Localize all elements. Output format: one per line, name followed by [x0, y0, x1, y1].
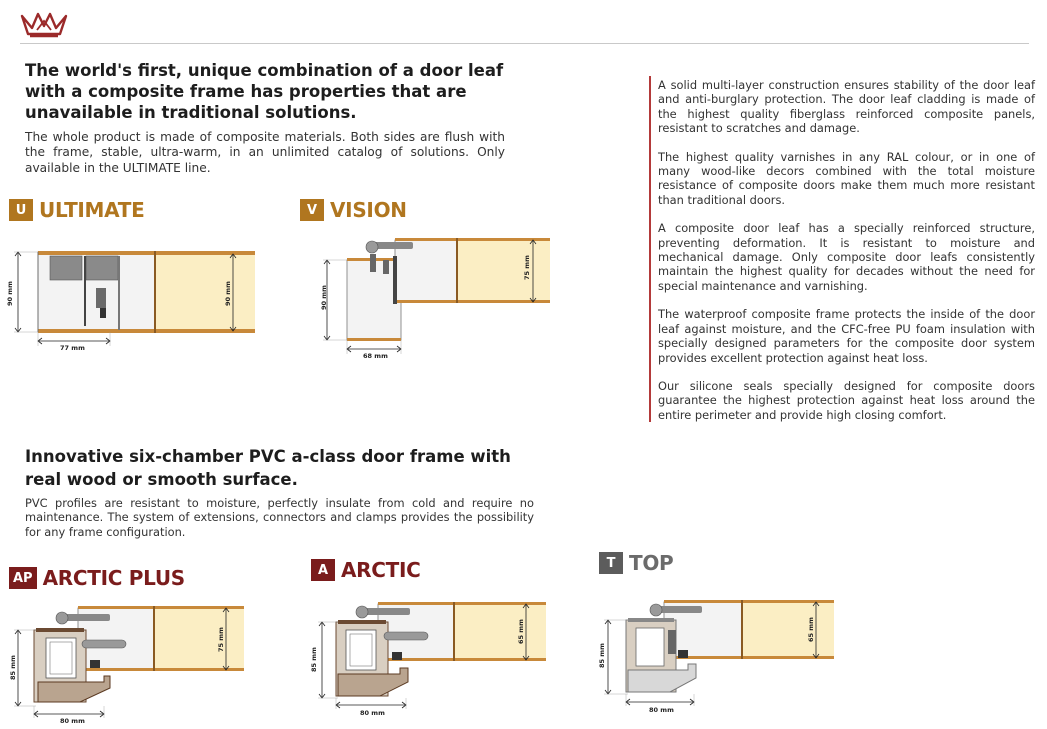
- right-paragraph-5: Our silicone seals specially designed for composite doors guarantee the highest protection against heat loss around the entire perimeter and provide high closing comfort.: [658, 378, 1035, 422]
- arctic-plus-dim-height: 85 mm: [9, 655, 17, 680]
- arctic-plus-dim-width: 80 mm: [60, 717, 85, 725]
- vision-badge: V: [300, 199, 324, 221]
- arctic-plus-name: ARCTIC PLUS: [42, 566, 185, 590]
- ultimate-name: ULTIMATE: [39, 198, 145, 222]
- ultimate-dim-width: 77 mm: [60, 344, 85, 352]
- top-name: TOP: [629, 551, 674, 575]
- arctic-dim-height: 85 mm: [310, 647, 318, 672]
- arctic-plus-badge: AP: [9, 567, 37, 589]
- top-dim-height: 85 mm: [598, 643, 606, 668]
- right-paragraph-4: The waterproof composite frame protects the inside of the door leaf against moisture, and the CFC-free PU foam insulation with specially designed parameters for the composite door system provides excellent protection against heat loss.: [658, 307, 1035, 365]
- section1-body: The whole product is made of composite materials. Both sides are flush with the frame, stable, ultra-warm, in an unlimited catalog of solutions. Only available in the ULTIMATE line.: [25, 130, 505, 175]
- arctic-plus-dim-leaf: 75 mm: [217, 627, 225, 652]
- product-arctic-heading: [311, 558, 421, 582]
- top-dim-leaf: 65 mm: [807, 617, 815, 642]
- top-dim-width: 80 mm: [649, 706, 674, 714]
- vision-dim-width: 68 mm: [363, 352, 388, 360]
- arctic-plus-profile-diagram: [0, 602, 250, 727]
- arctic-dim-leaf: 65 mm: [517, 619, 525, 644]
- arctic-badge: A: [311, 559, 335, 581]
- vision-profile-diagram: [315, 232, 560, 362]
- ultimate-dim-height: 90 mm: [6, 281, 14, 306]
- crown-logo-icon: [20, 8, 68, 38]
- right-paragraph-3: A composite door leaf has a specially reinforced structure, preventing deformation. It is resistant to moisture and mechanical damage. Only composite door leafs consistently maintain the highest quality for decades without the need for special maintenance and varnishing.: [658, 221, 1035, 293]
- product-top-heading: [599, 551, 673, 575]
- vision-dim-leaf: 75 mm: [523, 255, 531, 280]
- right-paragraph-2: The highest quality varnishes in any RAL colour, or in one of many wood-like decors combined with the total moisture resistance of composite doors make them much more resistant than traditional doors.: [658, 149, 1035, 207]
- section1-title: The world's first, unique combination of a door leaf with a composite frame has properties that are unavailable in traditional solutions.: [25, 61, 504, 122]
- vision-name: VISION: [330, 198, 407, 222]
- vision-dim-height: 90 mm: [320, 285, 328, 310]
- right-column-text: [658, 78, 1035, 436]
- section2-body: PVC profiles are resistant to moisture, perfectly insulate from cold and require no maintenance. The system of extensions, connectors and clamps provides the possibility for any frame configuration.: [25, 496, 534, 539]
- arctic-dim-width: 80 mm: [360, 709, 385, 717]
- arctic-profile-diagram: [300, 598, 555, 723]
- top-badge: T: [599, 552, 623, 574]
- header-divider: [20, 43, 1029, 44]
- product-arctic-plus-heading: [9, 566, 185, 590]
- ultimate-dim-leaf: 90 mm: [224, 281, 232, 306]
- right-paragraph-1: A solid multi-layer construction ensures stability of the door leaf and anti-burglary protection. The door leaf cladding is made of the highest quality fiberglass reinforced composite panels, resistant to scratches and damage.: [658, 78, 1035, 136]
- section2-title: Innovative six-chamber PVC a-class door frame with real wood or smooth surface.: [25, 447, 511, 489]
- top-profile-diagram: [590, 596, 840, 718]
- product-ultimate-heading: [9, 198, 145, 222]
- right-column-accent-bar: [649, 76, 651, 422]
- ultimate-badge: U: [9, 199, 33, 221]
- product-vision-heading: [300, 198, 407, 222]
- ultimate-profile-diagram: [0, 240, 265, 355]
- arctic-name: ARCTIC: [341, 558, 421, 582]
